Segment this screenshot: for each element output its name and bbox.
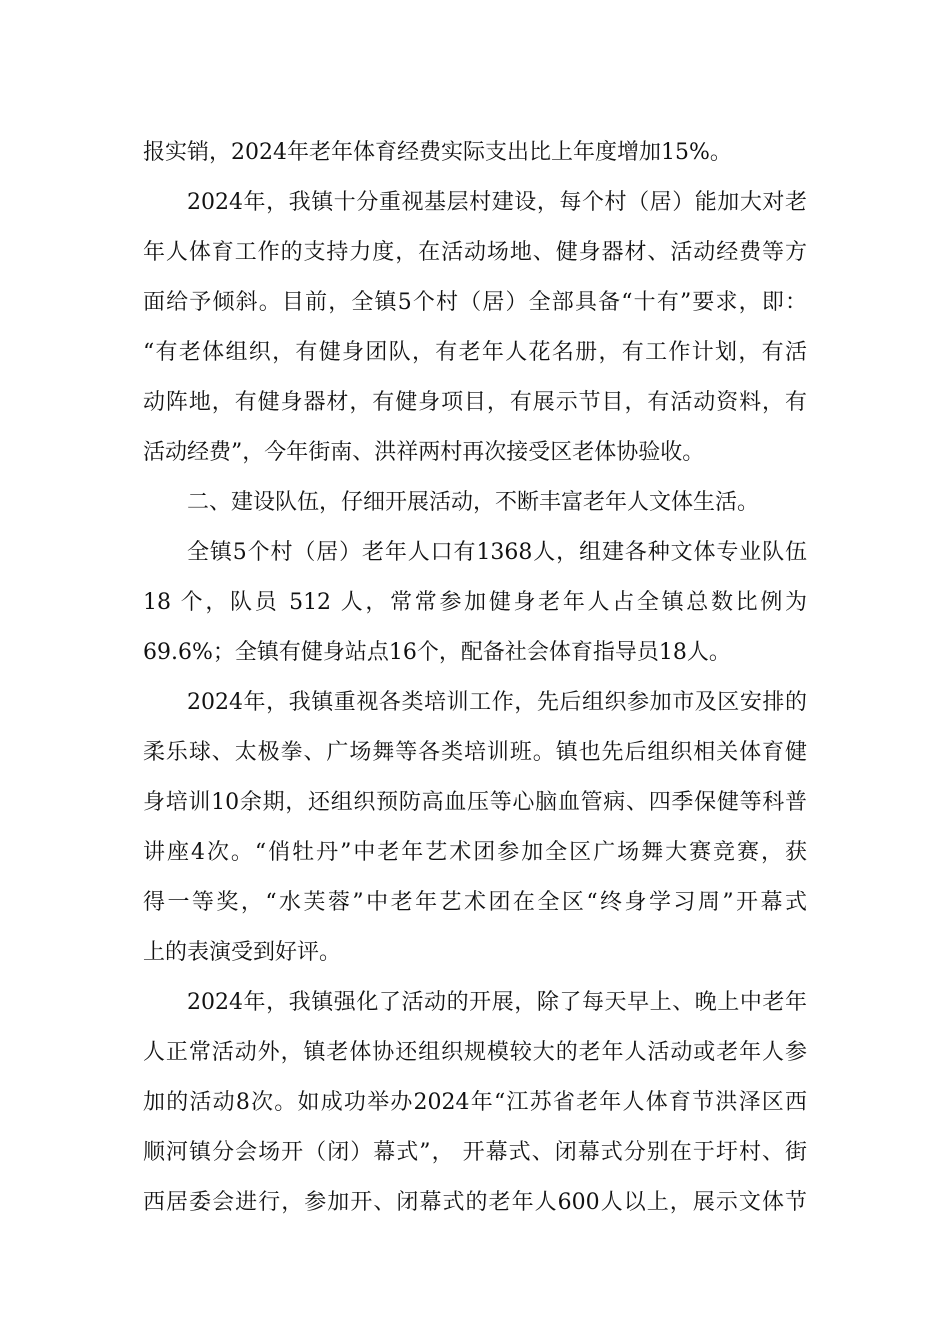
- text-line-14: 身培训10余期，还组织预防高血压等心脑血管病、四季保健等科普: [143, 790, 807, 815]
- text-line-18: 2024年，我镇强化了活动的开展，除了每天早上、晚上中老年: [187, 990, 807, 1015]
- text-line-19: 人正常活动外，镇老体协还组织规模较大的老年人活动或老年人参: [143, 1040, 807, 1065]
- text-line-10: 18 个，队员 512 人，常常参加健身老年人占全镇总数比例为: [143, 590, 807, 615]
- text-line-16: 得一等奖，“水芙蓉”中老年艺术团在全区“终身学习周”开幕式: [143, 890, 807, 915]
- text-line-11: 69.6%；全镇有健身站点16个，配备社会体育指导员18人。: [143, 640, 731, 665]
- text-line-7: 活动经费”，今年街南、洪祥两村再次接受区老体协验收。: [143, 440, 705, 465]
- text-line-6: 动阵地，有健身器材，有健身项目，有展示节目，有活动资料，有: [143, 390, 807, 415]
- text-line-20: 加的活动8次。如成功举办2024年“江苏省老年人体育节洪泽区西: [143, 1090, 807, 1115]
- text-line-4: 面给予倾斜。目前，全镇5个村（居）全部具备“十有”要求，即：: [143, 290, 807, 315]
- text-line-15: 讲座4次。“俏牡丹”中老年艺术团参加全区广场舞大赛竞赛，获: [143, 840, 807, 865]
- document-body: [143, 128, 807, 1228]
- text-line-5: “有老体组织，有健身团队，有老年人花名册，有工作计划，有活: [143, 340, 807, 365]
- text-line-22: 西居委会进行，参加开、闭幕式的老年人600人以上，展示文体节: [143, 1190, 807, 1215]
- text-line-1: 报实销，2024年老年体育经费实际支出比上年度增加15%。: [143, 140, 732, 165]
- section-heading: 二、建设队伍，仔细开展活动，不断丰富老年人文体生活。: [187, 490, 760, 515]
- text-line-2: 2024年，我镇十分重视基层村建设，每个村（居）能加大对老: [187, 190, 807, 215]
- text-line-17: 上的表演受到好评。: [143, 940, 342, 965]
- text-line-9: 全镇5个村（居）老年人口有1368人，组建各种文体专业队伍: [187, 540, 807, 565]
- text-line-3: 年人体育工作的支持力度，在活动场地、健身器材、活动经费等方: [143, 240, 807, 265]
- text-line-21: 顺河镇分会场开（闭）幕式”， 开幕式、闭幕式分别在于圩村、街: [143, 1140, 807, 1165]
- text-line-13: 柔乐球、太极拳、广场舞等各类培训班。镇也先后组织相关体育健: [143, 740, 807, 765]
- text-line-12: 2024年，我镇重视各类培训工作，先后组织参加市及区安排的: [187, 690, 807, 715]
